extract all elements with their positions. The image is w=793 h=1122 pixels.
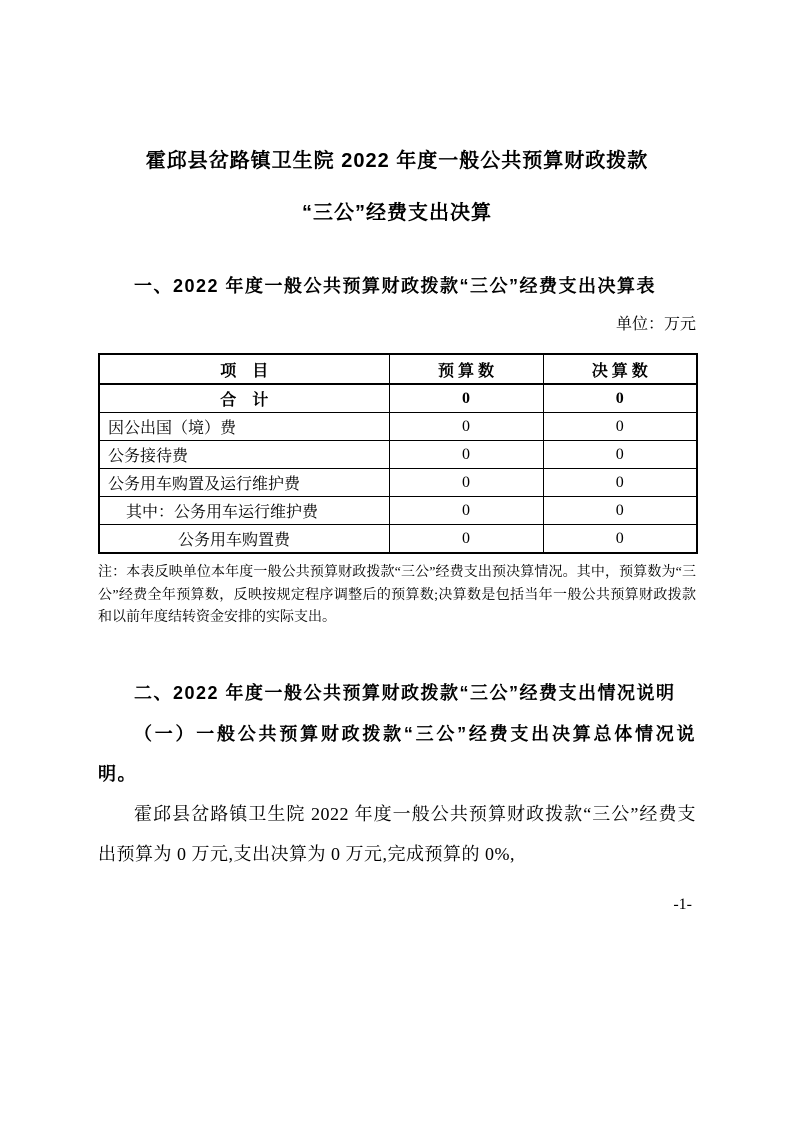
document-title <box>98 135 696 239</box>
three-public-expense-table <box>98 353 698 554</box>
table-row <box>99 525 697 554</box>
table-row <box>99 413 697 441</box>
row-final-value: 0 <box>543 469 697 497</box>
table-row <box>99 469 697 497</box>
table-row <box>99 497 697 525</box>
section2-heading: 二、2022 年度一般公共预算财政拨款“三公”经费支出情况说明 <box>134 682 676 703</box>
col-header-final: 决 算 数 <box>543 354 697 384</box>
section-spacer <box>98 630 696 672</box>
row-final-value: 0 <box>543 497 697 525</box>
row-item-label: 因公出国（境）费 <box>99 413 389 441</box>
row-final-value: 0 <box>543 525 697 554</box>
body-paragraph: 霍邱县岔路镇卫生院 2022 年度一般公共预算财政拨款“三公”经费支出预算为 0 万元,支出决算为 0 万元,完成预算的 0%, <box>98 803 696 864</box>
document-title-line2: “三公”经费支出决算 <box>302 202 492 224</box>
page-number: -1- <box>673 895 692 913</box>
table-row-total <box>99 384 697 413</box>
row-budget-value: 0 <box>389 497 543 525</box>
row-final-value: 0 <box>543 441 697 469</box>
row-budget-value: 0 <box>389 413 543 441</box>
row-item-label: 合 计 <box>99 384 389 413</box>
row-budget-value: 0 <box>389 525 543 554</box>
row-final-value: 0 <box>543 413 697 441</box>
section1-heading: 一、2022 年度一般公共预算财政拨款“三公”经费支出决算表 <box>134 276 657 296</box>
col-header-item: 项 目 <box>99 354 389 384</box>
row-item-label: 公务用车购置及运行维护费 <box>99 469 389 497</box>
table-header-row <box>99 354 697 384</box>
row-item-label: 公务接待费 <box>99 441 389 469</box>
document-title-line1: 霍邱县岔路镇卫生院 2022 年度一般公共预算财政拨款 <box>145 150 649 172</box>
row-budget-value: 0 <box>389 441 543 469</box>
subsection1-heading: （一）一般公共预算财政拨款“三公”经费支出决算总体情况说明。 <box>98 723 696 784</box>
unit-label: 单位：万元 <box>615 316 696 333</box>
row-budget-value: 0 <box>389 384 543 413</box>
row-final-value: 0 <box>543 384 697 413</box>
table-row <box>99 441 697 469</box>
col-header-budget: 预 算 数 <box>389 354 543 384</box>
row-item-label: 公务用车购置费 <box>99 525 389 554</box>
table-note: 注：本表反映单位本年度一般公共预算财政拨款“三公”经费支出预决算情况。其中，预算数为“三公”经费全年预算数，反映按规定程序调整后的预算数;决算数是包括当年一般公共预算财政拨款和以前年度结转资金安排的实际支出。 <box>98 565 696 625</box>
row-item-label: 其中：公务用车运行维护费 <box>99 497 389 525</box>
row-budget-value: 0 <box>389 469 543 497</box>
